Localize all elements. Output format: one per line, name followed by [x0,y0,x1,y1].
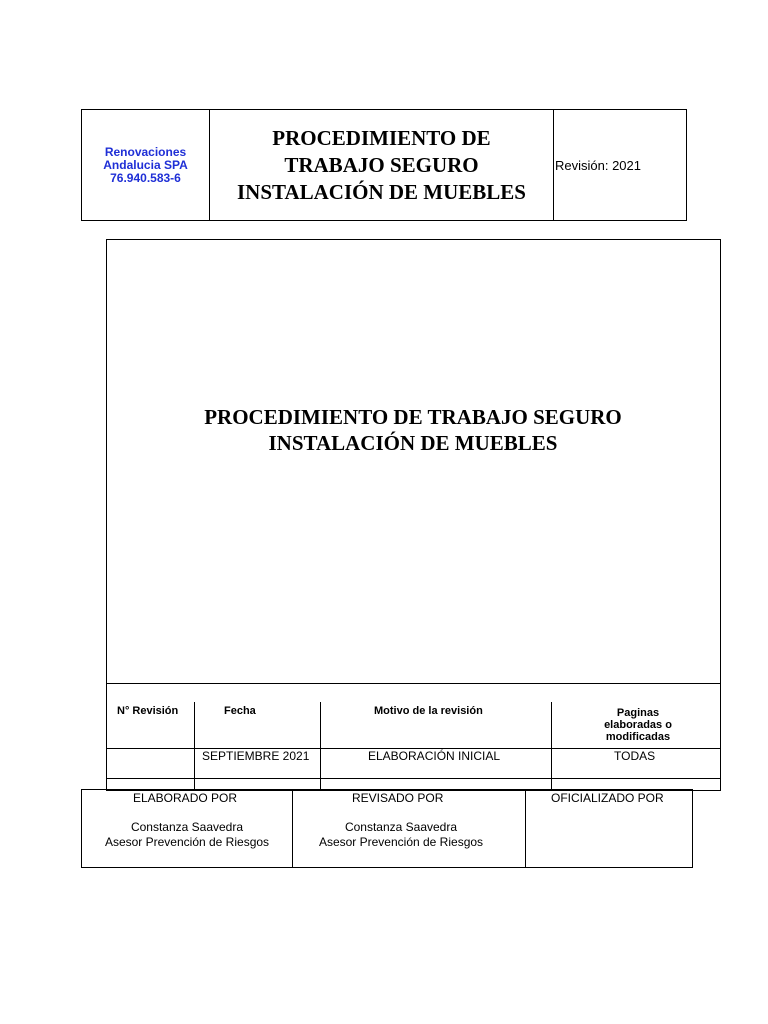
signature-officialized [526,790,692,867]
table-divider-top [107,683,720,684]
header-title [237,125,526,206]
table-divider-bottom [107,778,720,779]
signature-name: Constanza Saavedra [344,820,458,834]
header-title-line-2: TRABAJO SEGURO [284,152,479,177]
company-name-line-1: Renovaciones [104,144,187,159]
column-header-revision-number: N° Revisión [117,705,179,717]
column-header-reason: Motivo de la revisión [374,705,483,717]
company-rut: 76.940.583-6 [110,170,181,185]
signature-heading-reviewed: REVISADO POR [352,791,444,805]
signature-heading-elaborated: ELABORADO POR [133,791,238,805]
company-cell [82,110,210,220]
row-reason: ELABORACIÓN INICIAL [368,749,501,763]
signature-heading-officialized: OFICIALIZADO POR [551,791,664,805]
signature-role: Asesor Prevención de Riesgos [104,835,270,849]
revision-label: Revisión: 2021 [555,157,641,173]
header-title-cell [210,110,554,220]
signature-reviewed-body [293,820,509,850]
signature-reviewed [293,790,525,867]
page-title-line-1: PROCEDIMIENTO DE TRABAJO SEGURO [204,405,622,429]
header-title-line-1: PROCEDIMIENTO DE [272,125,491,150]
page-title [107,404,719,456]
row-date: SEPTIEMBRE 2021 [202,749,310,763]
company-name-line-2: Andalucia SPA [103,157,188,172]
column-header-pages-line-2: elaboradas o [604,719,672,731]
document-header [81,109,687,221]
column-header-pages-line-1: Paginas [616,707,660,719]
signature-role: Asesor Prevención de Riesgos [318,835,484,849]
signature-elaborated-body [82,820,292,850]
page-title-line-2: INSTALACIÓN DE MUEBLES [268,431,558,455]
signature-name: Constanza Saavedra [130,820,244,834]
row-pages: TODAS [614,749,656,763]
table-row [107,749,720,777]
column-header-pages [556,707,720,743]
signature-elaborated [82,790,292,867]
column-header-pages-line-3: modificadas [605,731,671,743]
header-title-line-3: INSTALACIÓN DE MUEBLES [236,179,526,204]
revision-cell [554,110,686,220]
company-info [103,146,187,185]
signature-table [81,789,693,868]
column-header-date: Fecha [224,705,256,717]
document-cover-frame [106,239,721,791]
